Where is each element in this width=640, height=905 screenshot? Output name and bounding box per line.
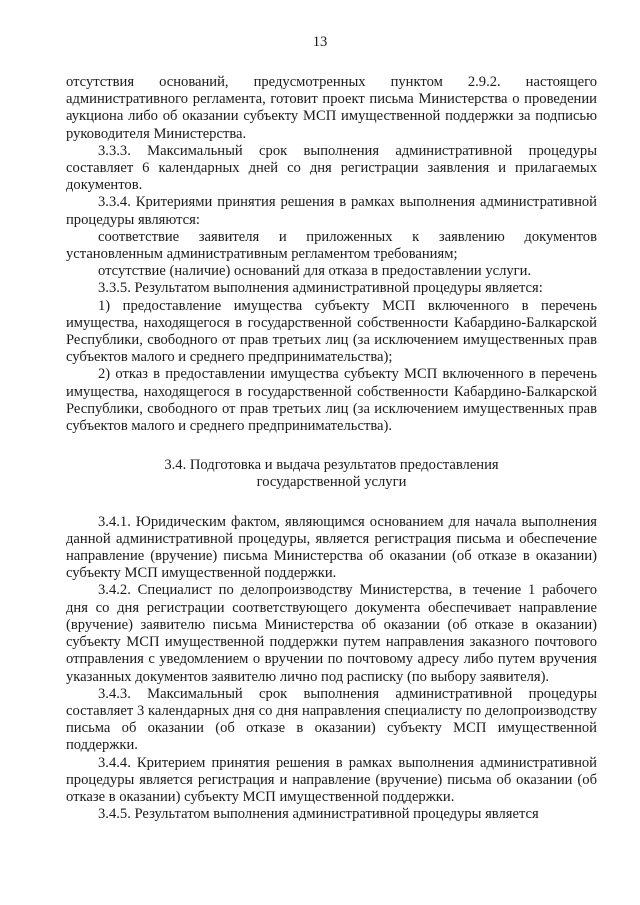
paragraph-3-4-3: 3.4.3. Максимальный срок выполнения административной процедуры составляет 3 календарных дня со дня направления специалисту по делопроизводству письма об оказании (об отказе в оказании) субъекту МСП имущественной поддержки. (66, 685, 597, 754)
document-body (66, 74, 597, 823)
paragraph-result-2: 2) отказ в предоставлении имущества субъекту МСП включенного в перечень имущества, находящегося в государственной собственности Кабардино-Балкарской Республики, свободного от прав третьих лиц (за исключением имущественных прав субъектов малого и среднего предпринимательства). (66, 366, 597, 435)
section-heading-line-2: государственной услуги (256, 474, 407, 491)
paragraph-continuation: отсутствия оснований, предусмотренных пунктом 2.9.2. настоящего административного регламента, готовит проект письма Министерства о проведении аукциона либо об оказании субъекту МСП имущественной поддержки за подписью руководителя Министерства. (66, 74, 597, 142)
paragraph-3-4-2: 3.4.2. Специалист по делопроизводству Министерства, в течение 1 рабочего дня со дня регистрации соответствующего документа обеспечивает направление (вручение) заявителю письма Министерства об оказании (об отказе в оказании) субъекту МСП имущественной поддержки путем направления заказного почтового отправления с уведомлением о вручении по почтовому адресу либо путем вручения указанных документов заявителю лично под расписку (по выбору заявителя). (66, 582, 597, 685)
paragraph-criterion-compliance: соответствие заявителя и приложенных к заявлению документов установленным административным регламентом требованиям; (66, 228, 597, 263)
paragraph-criterion-grounds: отсутствие (наличие) оснований для отказа в предоставлении услуги. (98, 263, 532, 280)
paragraph-3-3-3: 3.3.3. Максимальный срок выполнения административной процедуры составляет 6 календарных дней со дня регистрации заявления и прилагаемых документов. (66, 142, 597, 194)
section-heading-line-1: 3.4. Подготовка и выдача результатов предоставления (164, 457, 499, 474)
paragraph-3-4-4: 3.4.4. Критерием принятия решения в рамках выполнения административной процедуры является регистрация и направление (вручение) письма об оказании (об отказе в оказании) субъекту МСП имущественной поддержки. (66, 754, 597, 805)
page-number: 13 (312, 34, 328, 50)
paragraph-3-3-4: 3.3.4. Критериями принятия решения в рамках выполнения административной процедуры являются: (66, 194, 597, 228)
paragraph-3-4-5: 3.4.5. Результатом выполнения административной процедуры является (98, 806, 539, 823)
paragraph-result-1: 1) предоставление имущества субъекту МСП включенного в перечень имущества, находящегося в государственной собственности Кабардино-Балкарской Республики, свободного от прав третьих лиц (за исключением имущественных прав субъектов малого и среднего предпринимательства); (66, 297, 597, 366)
paragraph-3-3-5: 3.3.5. Результатом выполнения административной процедуры является: (98, 280, 543, 297)
paragraph-3-4-1: 3.4.1. Юридическим фактом, являющимся основанием для начала выполнения данной административной процедуры, является регистрация письма и обеспечение направление (вручение) письма Министерства об оказании (об отказе в оказании) субъекту МСП имущественной поддержки. (66, 513, 597, 582)
